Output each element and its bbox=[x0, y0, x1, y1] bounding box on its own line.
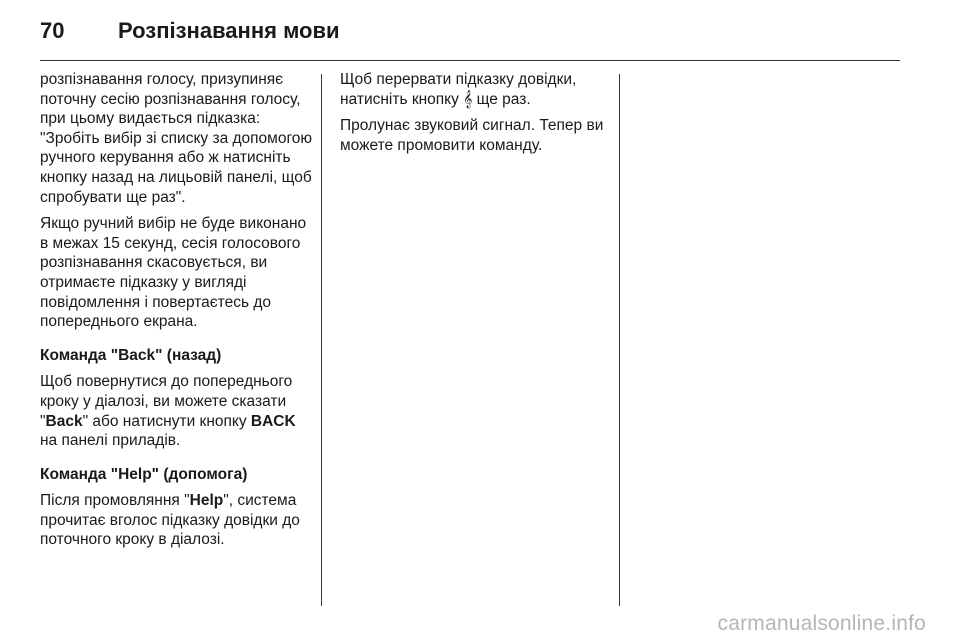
column-divider-2 bbox=[619, 74, 620, 606]
back-button-label: BACK bbox=[250, 412, 296, 430]
page-title: Розпізнавання мови bbox=[118, 18, 340, 43]
back-text-part-1: Щоб повернутися до попереднього кроку у діалозі, ви можете сказати " bbox=[40, 373, 293, 430]
page-number: 70 bbox=[40, 18, 65, 43]
column-left bbox=[40, 70, 315, 557]
paragraph-help-command bbox=[40, 491, 315, 550]
column-middle bbox=[340, 70, 605, 162]
heading-back-command: Команда "Back" (назад) bbox=[40, 346, 222, 364]
watermark: carmanualsonline.info bbox=[717, 612, 926, 635]
back-word: Back bbox=[45, 412, 83, 430]
help-text-part-1: Після промовляння " bbox=[40, 492, 190, 510]
paragraph-beep: Пролунає звуковий сигнал. Тепер ви можете промовити команду. bbox=[340, 117, 604, 154]
interrupt-text-part-1: Щоб перервати підказку довідки, натисніть кнопку bbox=[340, 71, 577, 108]
interrupt-text-part-2: ще раз. bbox=[472, 90, 531, 108]
help-text-part-2: ", система прочитає вголос підказку довідки до поточного кроку в діалозі. bbox=[40, 492, 300, 549]
heading-help-command: Команда "Help" (допомога) bbox=[40, 465, 248, 483]
back-text-part-2: " або натиснути кнопку bbox=[82, 412, 251, 430]
paragraph-back-command bbox=[40, 372, 315, 450]
paragraph-timeout: Якщо ручний вибір не буде виконано в межах 15 секунд, сесія голосового розпізнавання скасовується, ви отримаєте підказку у вигляді повідомлення і повертаєтесь до попереднього екрана. bbox=[40, 215, 307, 331]
paragraph-interrupt-help bbox=[340, 70, 605, 109]
voice-control-icon: 𝄞 bbox=[463, 90, 473, 108]
page-header bbox=[40, 12, 900, 61]
back-text-part-3: на панелі приладів. bbox=[40, 432, 181, 450]
column-divider-1 bbox=[321, 74, 322, 606]
help-word: Help bbox=[189, 492, 224, 510]
paragraph-cancel-prompt: розпізнавання голосу, призупиняє поточну сесію розпізнавання голосу, при цьому видається підказка: "Зробіть вибір зі списку за допомогою ручного керування або ж натисніть кнопку назад на лицьовій панелі, щоб спробувати ще раз". bbox=[40, 71, 313, 206]
